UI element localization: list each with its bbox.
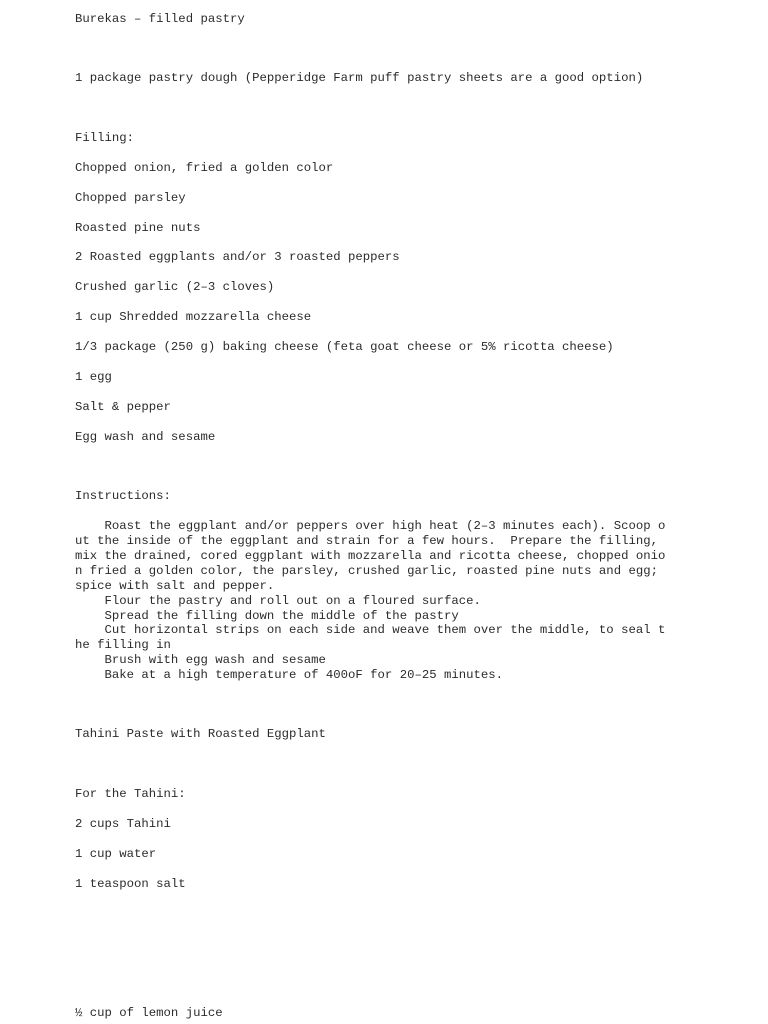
ingredient-line: 1 cup Shredded mozzarella cheese [75,310,312,324]
instruction-line: Brush with egg wash and sesame [75,653,326,667]
instruction-line: Roast the eggplant and/or peppers over high heat (2–3 minutes each). Scoop o [75,519,666,533]
recipe-title: Burekas – filled pastry [75,12,245,26]
ingredient-line: Roasted pine nuts [75,221,201,235]
ingredient-line: Salt & pepper [75,400,171,414]
ingredient-line: Crushed garlic (2–3 cloves) [75,280,275,294]
filling-heading: Filling: [75,131,135,145]
ingredient-line: Egg wash and sesame [75,430,216,444]
instruction-line: Flour the pastry and roll out on a floured surface. [75,594,481,608]
instruction-line: he filling in [75,638,171,652]
instructions-heading: Instructions: [75,489,171,503]
instruction-line: spice with salt and pepper. [75,579,275,593]
instruction-line: Cut horizontal strips on each side and weave them over the middle, to seal t [75,623,666,637]
instruction-line: Bake at a high temperature of 400oF for 20–25 minutes. [75,668,504,682]
dough-line: 1 package pastry dough (Pepperidge Farm puff pastry sheets are a good option) [75,71,644,85]
ingredient-line: 2 Roasted eggplants and/or 3 roasted peppers [75,250,400,264]
ingredient-line: 1 cup water [75,847,157,861]
instruction-line: mix the drained, cored eggplant with mozzarella and ricotta cheese, chopped onio [75,549,666,563]
ingredient-line: Chopped onion, fried a golden color [75,161,334,175]
instruction-line: Spread the filling down the middle of the pastry [75,609,459,623]
ingredient-line: ½ cup of lemon juice [75,1006,223,1020]
recipe-title: Tahini Paste with Roasted Eggplant [75,727,326,741]
tahini-heading: For the Tahini: [75,787,186,801]
ingredient-line: 2 cups Tahini [75,817,171,831]
instruction-line: ut the inside of the eggplant and strain for a few hours. Prepare the filling, [75,534,658,548]
instruction-line: n fried a golden color, the parsley, crushed garlic, roasted pine nuts and egg; [75,564,658,578]
ingredient-line: 1 egg [75,370,112,384]
ingredient-line: Chopped parsley [75,191,186,205]
ingredient-line: 1/3 package (250 g) baking cheese (feta goat cheese or 5% ricotta cheese) [75,340,614,354]
ingredient-line: 1 teaspoon salt [75,877,186,891]
